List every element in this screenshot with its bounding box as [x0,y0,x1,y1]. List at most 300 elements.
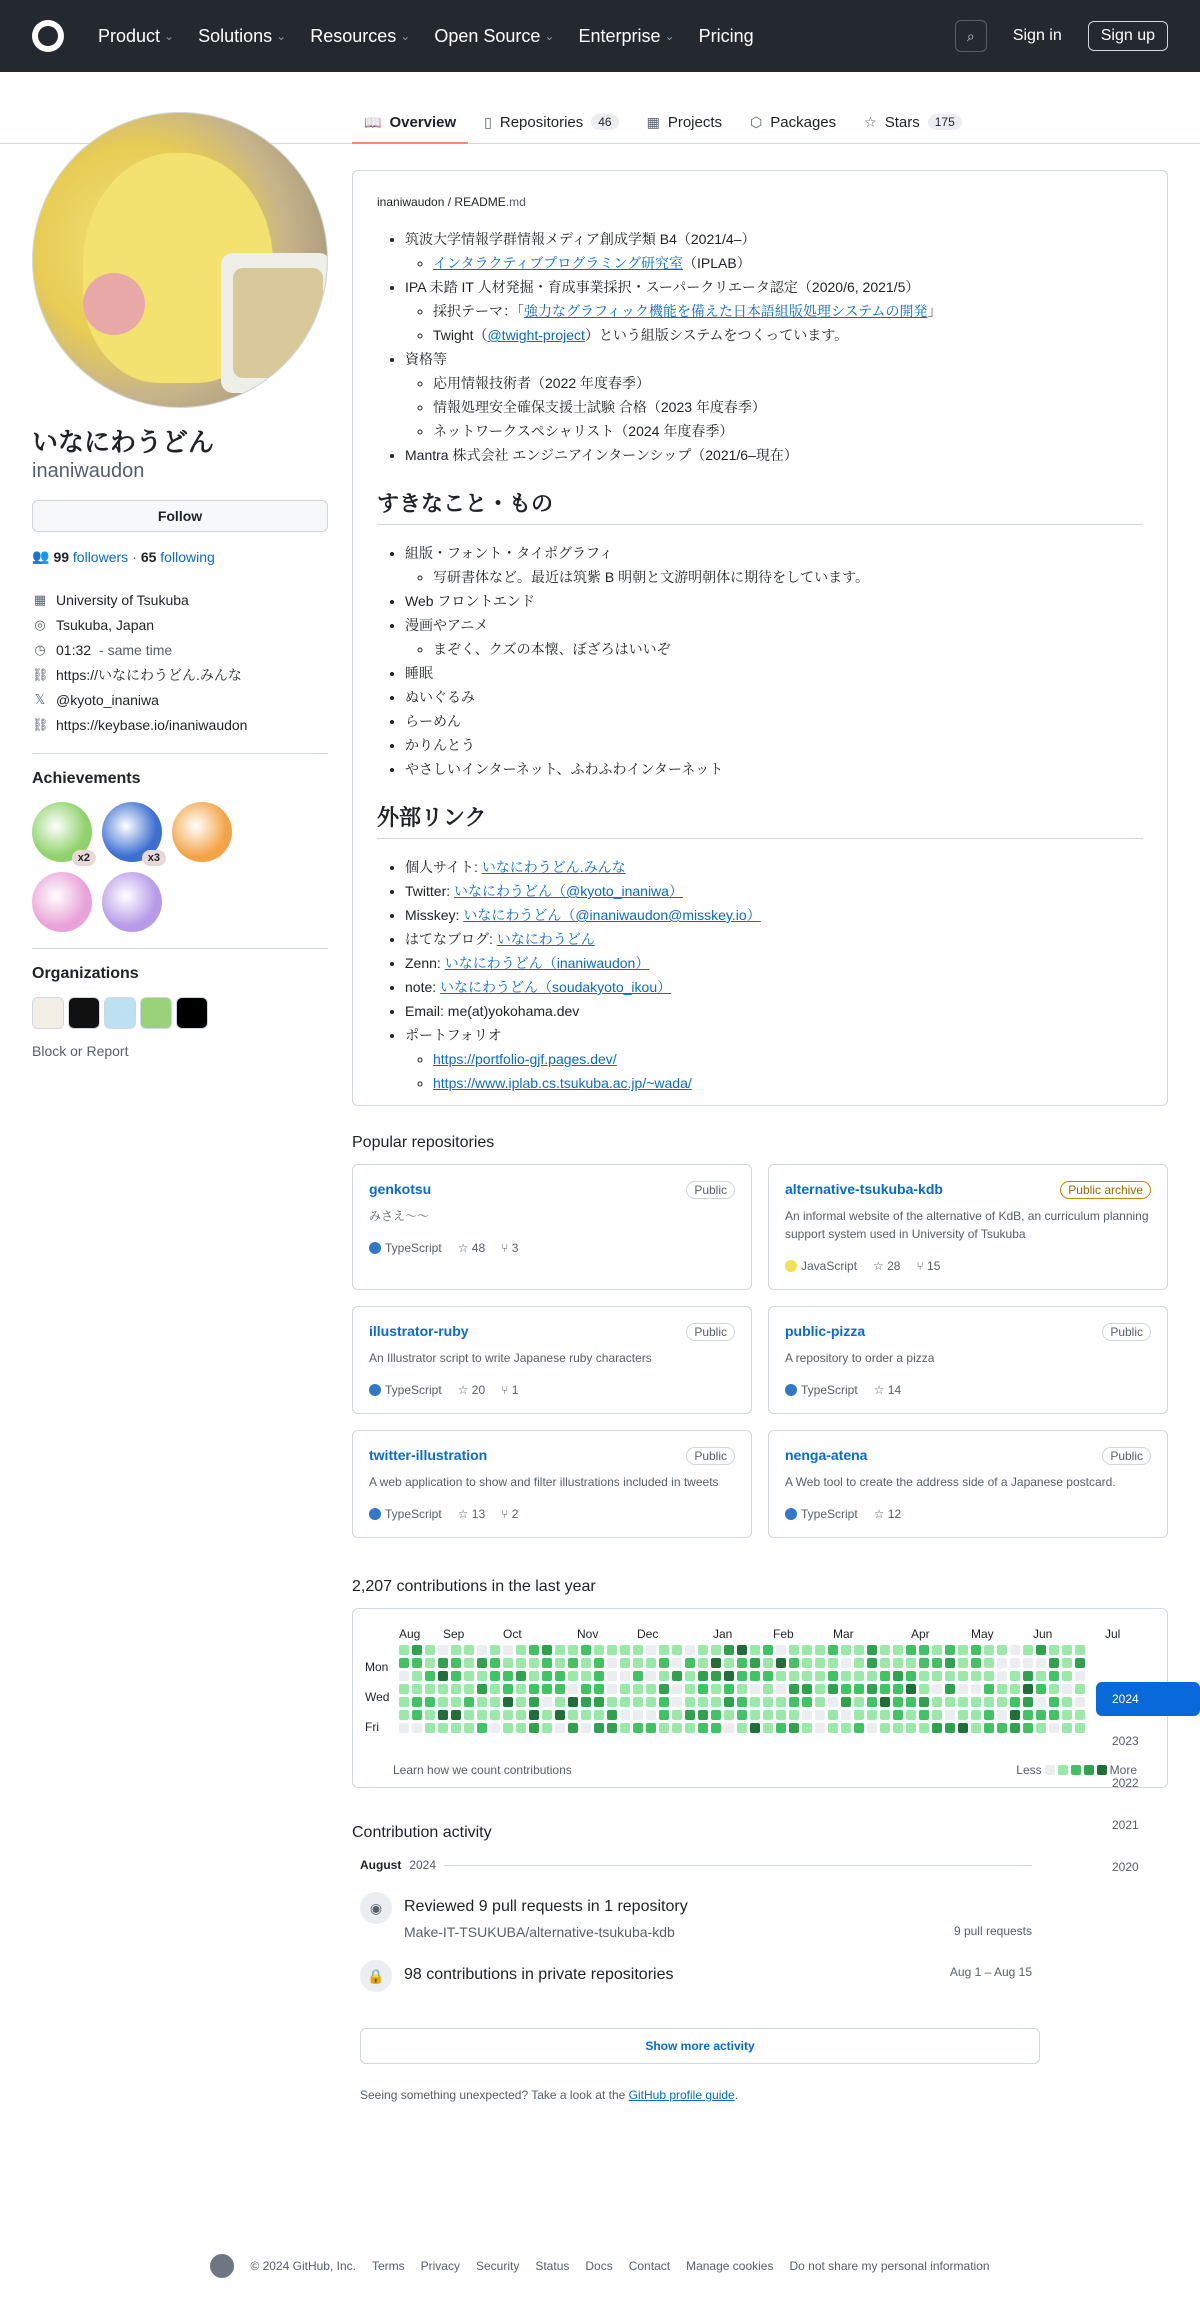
contribution-day[interactable] [776,1645,786,1655]
contribution-day[interactable] [841,1645,851,1655]
contribution-day[interactable] [503,1684,513,1694]
contribution-day[interactable] [984,1697,994,1707]
contribution-day[interactable] [659,1684,669,1694]
contribution-day[interactable] [906,1658,916,1668]
contribution-day[interactable] [711,1697,721,1707]
contribution-day[interactable] [880,1684,890,1694]
contribution-day[interactable] [607,1723,617,1733]
contribution-day[interactable] [568,1684,578,1694]
org-avatar-5[interactable] [176,997,208,1029]
contribution-day[interactable] [425,1671,435,1681]
contribution-day[interactable] [724,1658,734,1668]
contribution-day[interactable] [776,1684,786,1694]
repo-name-link[interactable]: nenga-atena [785,1447,868,1463]
contribution-day[interactable] [659,1697,669,1707]
contribution-day[interactable] [971,1697,981,1707]
contribution-day[interactable] [854,1723,864,1733]
contribution-day[interactable] [1062,1658,1072,1668]
contribution-day[interactable] [1062,1723,1072,1733]
contribution-day[interactable] [607,1697,617,1707]
contribution-day[interactable] [724,1684,734,1694]
github-footer-logo-icon[interactable] [210,2254,234,2278]
contribution-day[interactable] [802,1697,812,1707]
contribution-day[interactable] [893,1697,903,1707]
contribution-day[interactable] [802,1723,812,1733]
contribution-day[interactable] [776,1671,786,1681]
contribution-day[interactable] [815,1658,825,1668]
contribution-day[interactable] [646,1697,656,1707]
contribution-day[interactable] [880,1671,890,1681]
following-link[interactable]: 65 following [140,548,215,565]
contribution-day[interactable] [1023,1710,1033,1720]
year-2020[interactable]: 2020 [1112,1860,1139,1874]
contribution-day[interactable] [932,1658,942,1668]
contribution-day[interactable] [763,1645,773,1655]
yolo-badge[interactable] [32,872,92,932]
contribution-day[interactable] [893,1645,903,1655]
contribution-day[interactable] [1049,1658,1059,1668]
tab-packages[interactable]: ⬡ Packages [750,113,837,131]
contribution-day[interactable] [698,1645,708,1655]
contribution-day[interactable] [997,1710,1007,1720]
nav-pricing[interactable]: Pricing [698,25,754,46]
readme-link[interactable]: 強力なグラフィック機能を備えた日本語組版処理システムの開発 [524,303,928,319]
contribution-day[interactable] [815,1697,825,1707]
contribution-day[interactable] [711,1723,721,1733]
contribution-day[interactable] [620,1658,630,1668]
external-link[interactable]: いなにわうどん（@inaniwaudon@misskey.io） [463,907,761,923]
contribution-day[interactable] [776,1697,786,1707]
contribution-day[interactable] [399,1658,409,1668]
contribution-day[interactable] [893,1658,903,1668]
contribution-day[interactable] [984,1645,994,1655]
contribution-day[interactable] [607,1671,617,1681]
profile-detail-item[interactable]: 𝕏 @kyoto_inaniwa [32,687,328,712]
contribution-day[interactable] [971,1658,981,1668]
contribution-day[interactable] [685,1671,695,1681]
contribution-day[interactable] [958,1723,968,1733]
contribution-day[interactable] [542,1723,552,1733]
contribution-day[interactable] [516,1645,526,1655]
quickdraw-badge[interactable] [102,872,162,932]
contribution-day[interactable] [971,1684,981,1694]
contribution-day[interactable] [971,1645,981,1655]
contribution-day[interactable] [451,1658,461,1668]
contribution-day[interactable] [1010,1723,1020,1733]
contribution-day[interactable] [412,1710,422,1720]
contribution-day[interactable] [555,1697,565,1707]
contribution-day[interactable] [542,1671,552,1681]
readme-link[interactable]: @twight-project [487,327,585,343]
contribution-day[interactable] [945,1671,955,1681]
year-2021[interactable]: 2021 [1112,1818,1139,1832]
contribution-day[interactable] [997,1645,1007,1655]
contribution-day[interactable] [854,1658,864,1668]
year-2023[interactable]: 2023 [1112,1734,1139,1748]
contribution-day[interactable] [607,1710,617,1720]
contribution-day[interactable] [503,1697,513,1707]
contribution-day[interactable] [906,1697,916,1707]
contribution-day[interactable] [412,1671,422,1681]
contribution-day[interactable] [854,1671,864,1681]
repo-name-link[interactable]: public-pizza [785,1323,866,1339]
contribution-day[interactable] [516,1684,526,1694]
contribution-day[interactable] [711,1645,721,1655]
block-or-report-link[interactable]: Block or Report [32,1043,129,1059]
contribution-day[interactable] [906,1723,916,1733]
contribution-day[interactable] [867,1645,877,1655]
contribution-day[interactable] [412,1723,422,1733]
contribution-day[interactable] [828,1723,838,1733]
contribution-day[interactable] [854,1684,864,1694]
contribution-day[interactable] [971,1723,981,1733]
contribution-day[interactable] [698,1710,708,1720]
contribution-day[interactable] [672,1658,682,1668]
contribution-day[interactable] [1062,1697,1072,1707]
contribution-day[interactable] [984,1723,994,1733]
contribution-day[interactable] [555,1671,565,1681]
contribution-day[interactable] [958,1658,968,1668]
contribution-day[interactable] [815,1723,825,1733]
contribution-day[interactable] [1075,1684,1085,1694]
contribution-day[interactable] [516,1697,526,1707]
contribution-day[interactable] [737,1645,747,1655]
year-2022[interactable]: 2022 [1112,1776,1139,1790]
contribution-day[interactable] [867,1710,877,1720]
contribution-day[interactable] [932,1645,942,1655]
contribution-day[interactable] [464,1671,474,1681]
repo-stars-link[interactable]: ☆ 28 [873,1259,901,1273]
contribution-day[interactable] [997,1723,1007,1733]
contribution-day[interactable] [1062,1684,1072,1694]
contribution-day[interactable] [724,1645,734,1655]
contribution-day[interactable] [789,1684,799,1694]
search-button[interactable] [955,20,987,52]
contribution-day[interactable] [1010,1697,1020,1707]
contribution-day[interactable] [594,1645,604,1655]
contribution-day[interactable] [724,1697,734,1707]
contribution-day[interactable] [1036,1697,1046,1707]
contribution-day[interactable] [529,1645,539,1655]
contribution-day[interactable] [763,1684,773,1694]
contribution-day[interactable] [1036,1684,1046,1694]
contribution-day[interactable] [620,1710,630,1720]
repo-name-link[interactable]: illustrator-ruby [369,1323,469,1339]
contribution-day[interactable] [503,1710,513,1720]
org-avatar-2[interactable] [68,997,100,1029]
contribution-day[interactable] [802,1710,812,1720]
contribution-day[interactable] [945,1710,955,1720]
readme-link[interactable]: インタラクティブプログラミング研究室 [433,255,684,271]
contribution-day[interactable] [620,1723,630,1733]
contribution-day[interactable] [1010,1658,1020,1668]
contribution-day[interactable] [399,1671,409,1681]
repo-stars-link[interactable]: ☆ 12 [873,1507,902,1521]
contribution-day[interactable] [776,1710,786,1720]
contribution-day[interactable] [854,1697,864,1707]
contribution-day[interactable] [919,1723,929,1733]
contribution-day[interactable] [438,1645,448,1655]
contribution-day[interactable] [542,1697,552,1707]
contribution-day[interactable] [893,1723,903,1733]
contribution-day[interactable] [607,1658,617,1668]
contribution-day[interactable] [490,1671,500,1681]
external-link[interactable]: いなにわうどん（inaniwaudon） [444,955,650,971]
external-link[interactable]: いなにわうどん（soudakyoto_ikou） [440,979,672,995]
portfolio-link[interactable]: https://www.iplab.cs.tsukuba.ac.jp/~wada/ [433,1075,692,1091]
contribution-day[interactable] [620,1671,630,1681]
contribution-day[interactable] [1075,1723,1085,1733]
contribution-day[interactable] [581,1697,591,1707]
contribution-day[interactable] [763,1710,773,1720]
contribution-day[interactable] [698,1697,708,1707]
contribution-day[interactable] [919,1658,929,1668]
contribution-day[interactable] [464,1710,474,1720]
contribution-day[interactable] [945,1658,955,1668]
org-avatar-4[interactable] [140,997,172,1029]
contribution-day[interactable] [958,1710,968,1720]
contribution-day[interactable] [984,1710,994,1720]
contribution-day[interactable] [945,1697,955,1707]
contribution-day[interactable] [1062,1645,1072,1655]
contribution-day[interactable] [399,1645,409,1655]
contribution-day[interactable] [1049,1723,1059,1733]
contribution-day[interactable] [932,1710,942,1720]
contribution-day[interactable] [646,1658,656,1668]
footer-link[interactable]: Privacy [420,2259,460,2273]
contribution-day[interactable] [672,1723,682,1733]
show-more-activity-button[interactable]: Show more activity [360,2028,1040,2064]
contribution-day[interactable] [516,1671,526,1681]
footer-link[interactable]: Status [535,2259,570,2273]
contribution-day[interactable] [880,1658,890,1668]
contribution-day[interactable] [594,1671,604,1681]
contribution-day[interactable] [1075,1697,1085,1707]
avatar[interactable] [32,112,328,408]
contribution-day[interactable] [711,1710,721,1720]
contribution-day[interactable] [477,1658,487,1668]
contribution-day[interactable] [789,1710,799,1720]
contribution-day[interactable] [1023,1671,1033,1681]
contribution-day[interactable] [438,1697,448,1707]
contribution-day[interactable] [477,1710,487,1720]
contribution-day[interactable] [451,1723,461,1733]
repo-stars-link[interactable]: ☆ 14 [873,1383,902,1397]
footer-link[interactable]: Contact [628,2259,671,2273]
contribution-day[interactable] [529,1723,539,1733]
contribution-day[interactable] [737,1710,747,1720]
contribution-day[interactable] [399,1710,409,1720]
contribution-day[interactable] [646,1671,656,1681]
contribution-day[interactable] [932,1697,942,1707]
contribution-day[interactable] [724,1671,734,1681]
contribution-day[interactable] [763,1697,773,1707]
contribution-day[interactable] [425,1710,435,1720]
contribution-day[interactable] [750,1658,760,1668]
contribution-day[interactable] [945,1684,955,1694]
repo-stars-link[interactable]: ☆ 13 [457,1507,486,1521]
contribution-day[interactable] [490,1697,500,1707]
learn-contributions-link[interactable]: Learn how we count contributions [393,1763,572,1777]
contribution-day[interactable] [464,1697,474,1707]
contribution-day[interactable] [737,1697,747,1707]
contribution-day[interactable] [1023,1723,1033,1733]
contribution-day[interactable] [633,1684,643,1694]
contribution-day[interactable] [399,1723,409,1733]
contribution-day[interactable] [828,1710,838,1720]
contribution-day[interactable] [789,1658,799,1668]
contribution-day[interactable] [789,1697,799,1707]
contribution-day[interactable] [867,1697,877,1707]
contribution-day[interactable] [438,1671,448,1681]
contribution-day[interactable] [815,1645,825,1655]
contribution-day[interactable] [581,1710,591,1720]
contribution-day[interactable] [737,1684,747,1694]
contribution-day[interactable] [633,1697,643,1707]
contribution-day[interactable] [698,1684,708,1694]
contribution-day[interactable] [451,1697,461,1707]
contribution-day[interactable] [1036,1710,1046,1720]
contribution-day[interactable] [841,1658,851,1668]
tab-overview[interactable]: 📖 Overview [352,100,468,144]
contribution-day[interactable] [399,1684,409,1694]
contribution-day[interactable] [659,1710,669,1720]
contribution-day[interactable] [412,1658,422,1668]
contribution-day[interactable] [893,1671,903,1681]
contribution-day[interactable] [789,1645,799,1655]
contribution-day[interactable] [1075,1658,1085,1668]
contribution-day[interactable] [841,1671,851,1681]
contribution-day[interactable] [1010,1671,1020,1681]
contribution-day[interactable] [685,1684,695,1694]
repo-forks-link[interactable]: ⑂ 2 [501,1507,519,1521]
contribution-day[interactable] [945,1645,955,1655]
contribution-day[interactable] [412,1684,422,1694]
contribution-day[interactable] [906,1671,916,1681]
contribution-day[interactable] [867,1684,877,1694]
contribution-day[interactable] [581,1645,591,1655]
contribution-day[interactable] [542,1684,552,1694]
contribution-day[interactable] [750,1710,760,1720]
contribution-day[interactable] [945,1723,955,1733]
contribution-day[interactable] [594,1658,604,1668]
contribution-day[interactable] [802,1645,812,1655]
contribution-day[interactable] [620,1684,630,1694]
contribution-day[interactable] [750,1684,760,1694]
contribution-day[interactable] [503,1658,513,1668]
contribution-day[interactable] [633,1723,643,1733]
contribution-day[interactable] [672,1671,682,1681]
contribution-day[interactable] [958,1684,968,1694]
contribution-day[interactable] [542,1710,552,1720]
nav-solutions[interactable]: Solutions ⌄ [198,25,287,46]
repo-stars-link[interactable]: ☆ 48 [457,1241,486,1255]
footer-link[interactable]: Security [475,2259,520,2273]
contribution-day[interactable] [1023,1658,1033,1668]
profile-guide-link[interactable]: GitHub profile guide [628,2088,735,2102]
contribution-day[interactable] [750,1671,760,1681]
contribution-day[interactable] [1023,1684,1033,1694]
repo-stars-link[interactable]: ☆ 20 [457,1383,486,1397]
contribution-day[interactable] [607,1645,617,1655]
contribution-day[interactable] [880,1710,890,1720]
contribution-day[interactable] [477,1697,487,1707]
contribution-day[interactable] [919,1697,929,1707]
contribution-day[interactable] [698,1723,708,1733]
contribution-day[interactable] [841,1697,851,1707]
contribution-day[interactable] [1049,1697,1059,1707]
contribution-day[interactable] [750,1645,760,1655]
contribution-day[interactable] [425,1697,435,1707]
activity-title[interactable]: 98 contributions in private repositories [404,1966,674,1983]
org-avatar-1[interactable] [32,997,64,1029]
contribution-day[interactable] [672,1684,682,1694]
contribution-day[interactable] [867,1658,877,1668]
contribution-day[interactable] [711,1658,721,1668]
contribution-day[interactable] [659,1645,669,1655]
contribution-day[interactable] [425,1645,435,1655]
contribution-day[interactable] [438,1710,448,1720]
contribution-day[interactable] [555,1710,565,1720]
contribution-day[interactable] [984,1658,994,1668]
readme-file-link[interactable]: README.md [454,195,526,209]
contribution-day[interactable] [932,1671,942,1681]
contribution-day[interactable] [646,1684,656,1694]
contribution-day[interactable] [425,1658,435,1668]
contribution-day[interactable] [997,1697,1007,1707]
contribution-day[interactable] [984,1684,994,1694]
sign-in-link[interactable]: Sign in [1012,27,1062,44]
contribution-day[interactable] [685,1645,695,1655]
repo-forks-link[interactable]: ⑂ 15 [916,1259,941,1273]
contribution-day[interactable] [1023,1697,1033,1707]
contribution-day[interactable] [698,1658,708,1668]
contribution-day[interactable] [425,1684,435,1694]
contribution-day[interactable] [646,1645,656,1655]
contribution-day[interactable] [685,1697,695,1707]
contribution-day[interactable] [854,1710,864,1720]
contribution-day[interactable] [685,1710,695,1720]
contribution-day[interactable] [568,1697,578,1707]
contribution-day[interactable] [776,1658,786,1668]
contribution-day[interactable] [516,1658,526,1668]
contribution-day[interactable] [828,1645,838,1655]
contribution-day[interactable] [490,1645,500,1655]
activity-repo-link[interactable]: Make-IT-TSUKUBA/alternative-tsukuba-kdb [404,1924,675,1940]
contribution-day[interactable] [984,1671,994,1681]
contribution-day[interactable] [490,1710,500,1720]
contribution-day[interactable] [906,1684,916,1694]
contribution-day[interactable] [659,1723,669,1733]
external-link[interactable]: いなにわうどん [496,931,595,947]
contribution-day[interactable] [594,1723,604,1733]
contribution-day[interactable] [581,1723,591,1733]
contribution-day[interactable] [1023,1645,1033,1655]
contribution-day[interactable] [581,1671,591,1681]
contribution-day[interactable] [685,1658,695,1668]
profile-detail-item[interactable]: ⛓ https://keybase.io/inaniwaudon [32,716,248,733]
contribution-day[interactable] [581,1658,591,1668]
starstruck-badge[interactable] [172,802,232,862]
contribution-day[interactable] [620,1697,630,1707]
contribution-day[interactable] [919,1710,929,1720]
contribution-day[interactable] [1036,1658,1046,1668]
contribution-day[interactable] [516,1723,526,1733]
contribution-day[interactable] [594,1710,604,1720]
footer-link[interactable]: Docs [585,2259,613,2273]
contribution-day[interactable] [516,1710,526,1720]
pair-extraordinaire-badge[interactable] [32,802,92,862]
